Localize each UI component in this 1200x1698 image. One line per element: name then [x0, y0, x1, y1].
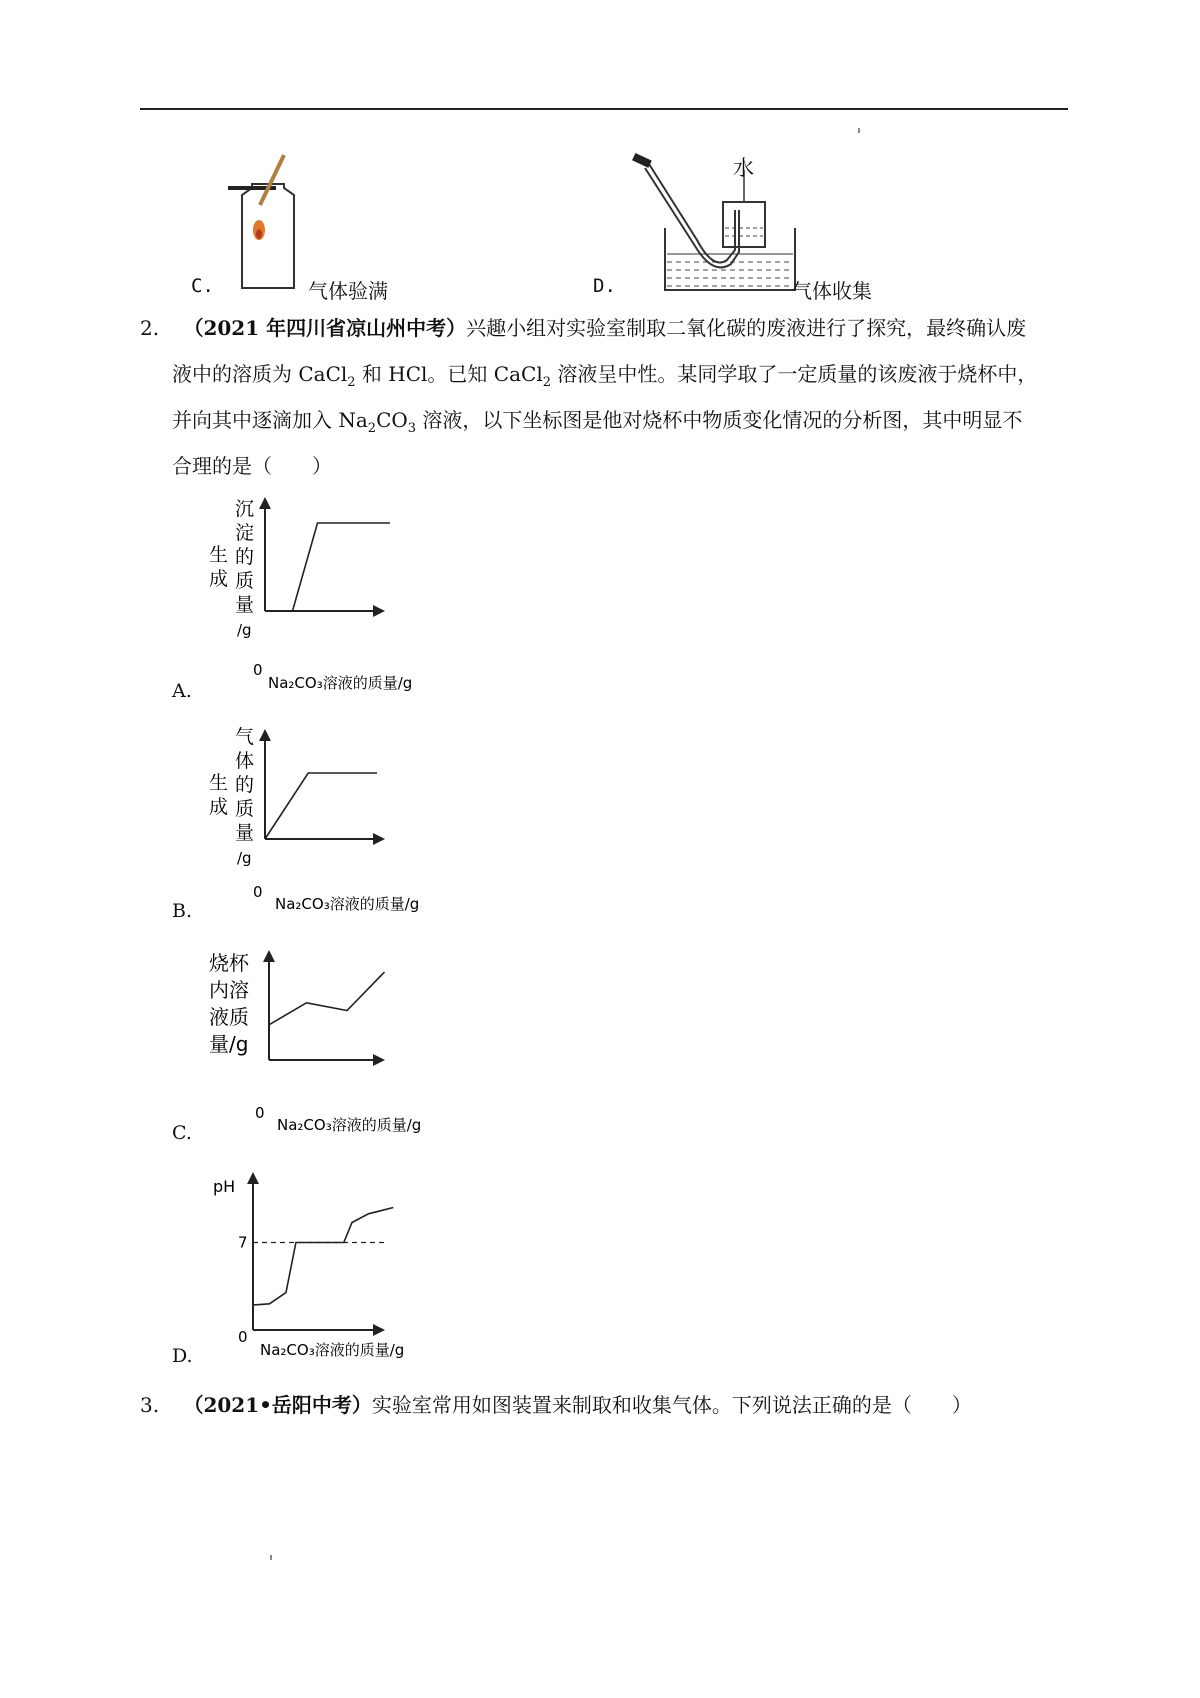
chart-b-origin: 0 [253, 883, 263, 901]
option-d-letter: D. [593, 275, 616, 297]
chart-b-ylabel-c2-5: /g [237, 849, 252, 867]
question-2-text-1: 兴趣小组对实验室制取二氧化碳的废液进行了探究，最终确认废 [466, 316, 1027, 340]
chart-d-series-line [253, 1208, 393, 1306]
chart-a-series-line [265, 523, 390, 611]
question-2-source: （2021 年四川省凉山州中考） [183, 316, 467, 340]
chart-b-y-arrow [259, 729, 271, 741]
chart-c-x-arrow [373, 1054, 385, 1066]
chart-a-x-arrow [373, 605, 385, 617]
option-c-caption: 气体验满 [308, 279, 388, 303]
chart-a-ylabel-c1-0: 生 [209, 544, 229, 566]
chart-b [205, 727, 460, 922]
chart-d-xlabel: Na₂CO₃溶液的质量/g [260, 1341, 405, 1359]
chart-b-xlabel: Na₂CO₃溶液的质量/g [275, 895, 420, 913]
question-3-number: 3. [140, 1393, 160, 1417]
chart-a-ylabel-c2-3: 质 [235, 570, 255, 592]
chart-d-origin: 0 [238, 1328, 248, 1346]
chart-b-x-arrow [373, 833, 385, 845]
chart-a-origin: 0 [253, 661, 263, 679]
header-rule [140, 108, 1068, 110]
chart-a-option-letter: A. [172, 680, 192, 702]
chart-a [205, 495, 460, 700]
chart-b-ylabel-c2-3: 质 [235, 798, 255, 820]
chart-d-tick-label: 7 [238, 1233, 248, 1252]
question-3-text: 实验室常用如图装置来制取和收集气体。下列说法正确的是（ ） [371, 1393, 972, 1417]
chart-a-ylabel-c1-1: 成 [209, 568, 229, 590]
chart-b-series-line [265, 773, 377, 839]
chart-b-ylabel-c1-0: 生 [209, 772, 229, 794]
option-c-letter: C. [191, 275, 214, 297]
chart-a-ylabel-c2-1: 淀 [235, 522, 255, 544]
chart-a-ylabel-c2-2: 的 [235, 546, 255, 568]
question-2-line-2: 液中的溶质为 CaCl$_2$ 和 HCl。已知 CaCl$_2$ 溶液呈中性。某同学取了一定质量的该废液于烧杯中， [172, 362, 1038, 390]
chart-c-ylabel-row-3: 量/g [209, 1032, 249, 1056]
question-3-line-1 [140, 1393, 972, 1417]
chart-c-ylabel-row-2: 液质 [209, 1005, 249, 1029]
gas-collection-apparatus-image [625, 150, 805, 295]
chart-a-y-arrow [259, 497, 271, 509]
chart-a-xlabel: Na₂CO₃溶液的质量/g [268, 674, 413, 692]
chart-d [205, 1170, 460, 1365]
chart-b-option-letter: B. [172, 900, 193, 922]
chart-b-ylabel-c1-1: 成 [209, 796, 229, 818]
chart-c-y-arrow [263, 950, 275, 962]
question-2-line-3: 并向其中逐滴加入 $Na_2CO_3$ 溶液，以下坐标图是他对烧杯中物质变化情况的分析图，其中明显不 [172, 408, 1023, 436]
chart-c-origin: 0 [255, 1104, 265, 1122]
chart-c [205, 948, 460, 1143]
chart-c-series-line [269, 972, 385, 1025]
chart-d-y-arrow [247, 1172, 259, 1184]
chart-a-ylabel-c2-4: 量 [235, 594, 255, 616]
chart-d-x-arrow [373, 1324, 385, 1336]
chart-b-ylabel-c2-4: 量 [235, 822, 255, 844]
chart-a-ylabel-c2-5: /g [237, 621, 252, 639]
option-d-caption: 气体收集 [792, 279, 872, 303]
chart-b-ylabel-c2-2: 的 [235, 774, 255, 796]
chart-a-ylabel-c2-0: 沉 [235, 498, 255, 520]
chart-b-ylabel-c2-0: 气 [235, 727, 255, 748]
gas-check-apparatus-image [222, 150, 312, 290]
question-2-line-1 [140, 316, 1026, 340]
question-2-line-4: 合理的是（ ） [172, 454, 332, 478]
question-3-source: （2021•岳阳中考） [183, 1393, 372, 1417]
chart-c-ylabel-row-0: 烧杯 [209, 951, 249, 975]
water-label: 水 [733, 156, 754, 180]
scan-mark [858, 128, 860, 133]
chart-c-option-letter: C. [172, 1122, 192, 1144]
chart-d-ylabel: pH [213, 1177, 236, 1196]
chart-d-option-letter: D. [172, 1345, 193, 1367]
chart-b-ylabel-c2-1: 体 [235, 750, 255, 772]
chart-c-ylabel-row-1: 内溶 [209, 978, 249, 1002]
question-2-number: 2. [140, 316, 160, 340]
scan-mark-bottom [270, 1555, 272, 1560]
chart-c-xlabel: Na₂CO₃溶液的质量/g [277, 1116, 422, 1134]
